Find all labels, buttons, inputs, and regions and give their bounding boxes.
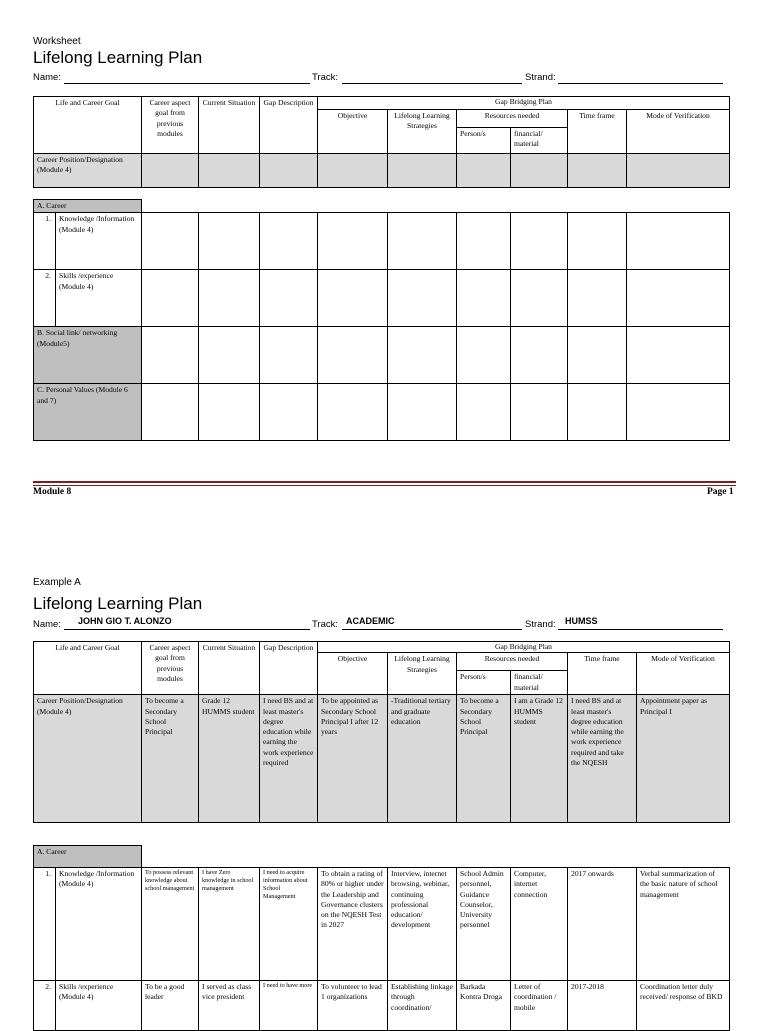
hdr-career-aspect: Career aspect goal from previous modules xyxy=(142,97,199,154)
example-table-body xyxy=(33,845,730,1031)
ex-skills-objective[interactable]: To volunteer to lead 1 organizations xyxy=(318,981,388,1031)
ex-skills-aspect[interactable]: To be a good leader xyxy=(142,981,199,1031)
ex-name-value: JOHN GIO T. ALONZO xyxy=(78,616,172,626)
cell[interactable] xyxy=(388,384,457,441)
ex-strand-label: Strand: xyxy=(525,619,556,630)
ws-name-field[interactable] xyxy=(64,71,310,84)
cell[interactable] xyxy=(511,384,568,441)
footer-module: Module 8 xyxy=(33,487,72,497)
ex-knowledge-financial[interactable]: Computer, internet connection xyxy=(511,868,568,981)
cell[interactable] xyxy=(142,384,199,441)
hdr-gap-plan: Gap Bridging Plan xyxy=(318,97,730,110)
cell[interactable] xyxy=(318,154,388,188)
ex-career-timeframe[interactable]: I need BS and at least master's degree education while earning the work experience required and take the NQESH xyxy=(568,695,637,823)
ex-career-current[interactable]: Grade 12 HUMMS student xyxy=(199,695,260,823)
ex-track-label: Track: xyxy=(312,619,339,630)
ex-skills-current[interactable]: I served as class vice president xyxy=(199,981,260,1031)
row-values: C. Personal Values (Module 6 and 7) xyxy=(34,384,142,441)
ws-strand-label: Strand: xyxy=(525,72,556,83)
cell[interactable] xyxy=(142,213,199,270)
ex-hdr-gap: Gap Description xyxy=(260,642,318,695)
hdr-verification: Mode of Verification xyxy=(627,110,730,154)
ws-name-label: Name: xyxy=(33,72,61,83)
hdr-gap: Gap Description xyxy=(260,97,318,154)
cell[interactable] xyxy=(260,154,318,188)
cell[interactable] xyxy=(318,384,388,441)
ex-skills-gap[interactable]: I need to have more xyxy=(260,981,318,1031)
section-a-career: A. Career xyxy=(34,200,142,213)
ex-row-career-position: Career Position/Designation (Module 4) xyxy=(34,695,142,823)
ex-hdr-objective: Objective xyxy=(318,653,388,695)
blank xyxy=(142,846,730,868)
ex-hdr-strategies: Lifelong Learning Strategies xyxy=(388,653,457,695)
cell[interactable] xyxy=(568,213,627,270)
ex-knowledge-gap[interactable]: I need to acquire information about School Management xyxy=(260,868,318,981)
ex-career-verification[interactable]: Appointment paper as Principal I xyxy=(637,695,730,823)
ex-knowledge-current[interactable]: I have Zero knowledge in school management xyxy=(199,868,260,981)
cell[interactable] xyxy=(199,270,260,327)
cell[interactable] xyxy=(142,154,199,188)
ex-knowledge-persons[interactable]: School Admin personnel, Guidance Counselor, University personnel xyxy=(457,868,511,981)
cell[interactable] xyxy=(457,213,511,270)
cell[interactable] xyxy=(388,213,457,270)
ex-skills-persons[interactable]: Barkada Kontra Droga xyxy=(457,981,511,1031)
ex-hdr-life-goal: Life and Career Goal xyxy=(34,642,142,695)
footer-rule-thin xyxy=(33,485,736,486)
cell[interactable] xyxy=(388,327,457,384)
ex-hdr-timeframe: Time frame xyxy=(568,653,637,695)
ex-career-aspect[interactable]: To become a Secondary School Principal xyxy=(142,695,199,823)
cell[interactable] xyxy=(568,154,627,188)
ex-hdr-resources: Resources needed xyxy=(457,653,568,671)
cell[interactable] xyxy=(199,154,260,188)
worksheet-table-body xyxy=(33,199,730,441)
ex-hdr-current: Current Situation xyxy=(199,642,260,695)
cell[interactable] xyxy=(199,213,260,270)
hdr-life-goal: Life and Career Goal xyxy=(34,97,142,154)
cell[interactable] xyxy=(511,213,568,270)
cell[interactable] xyxy=(627,213,730,270)
row-num: 2. xyxy=(34,270,56,327)
example-label: Example A xyxy=(33,577,81,588)
ex-row-num: 2. xyxy=(34,981,56,1031)
ex-knowledge-objective[interactable]: To obtain a rating of 80% or higher under the Leadership and Governance clusters on the NQESH Test in 2027 xyxy=(318,868,388,981)
footer-rule-thick xyxy=(33,481,736,483)
cell[interactable] xyxy=(511,154,568,188)
ex-knowledge-verification[interactable]: Verbal summarization of the basic nature of school management xyxy=(637,868,730,981)
row-knowledge: Knowledge /Information (Module 4) xyxy=(56,213,142,270)
ex-name-label: Name: xyxy=(33,619,61,630)
cell[interactable] xyxy=(260,327,318,384)
hdr-financial: financial/ material xyxy=(511,128,568,154)
cell[interactable] xyxy=(457,154,511,188)
ex-knowledge-timeframe[interactable]: 2017 onwards xyxy=(568,868,637,981)
ex-section-a-career: A. Career xyxy=(34,846,142,868)
hdr-strategies: Lifelong Learning Strategies xyxy=(388,110,457,154)
cell[interactable] xyxy=(568,270,627,327)
ex-row-skills: Skills /experience (Module 4) xyxy=(56,981,142,1031)
cell[interactable] xyxy=(511,327,568,384)
example-table-top xyxy=(33,641,730,823)
ex-skills-timeframe[interactable]: 2017-2018 xyxy=(568,981,637,1031)
ex-hdr-financial: financial/ material xyxy=(511,671,568,695)
cell[interactable] xyxy=(260,384,318,441)
hdr-current: Current Situation xyxy=(199,97,260,154)
cell[interactable] xyxy=(318,213,388,270)
ex-track-value: ACADEMIC xyxy=(346,616,395,626)
ex-career-objective[interactable]: To be appointed as Secondary School Principal I after 12 years xyxy=(318,695,388,823)
cell[interactable] xyxy=(568,384,627,441)
worksheet-label: Worksheet xyxy=(33,36,81,47)
ex-career-persons[interactable]: To become a Secondary School Principal xyxy=(457,695,511,823)
ex-strand-value: HUMSS xyxy=(565,616,598,626)
cell[interactable] xyxy=(627,327,730,384)
footer-page: Page 1 xyxy=(707,487,734,497)
cell[interactable] xyxy=(388,270,457,327)
ex-hdr-gap-plan: Gap Bridging Plan xyxy=(318,642,730,653)
ex-knowledge-aspect[interactable]: To possess relevant knowledge about school management xyxy=(142,868,199,981)
ex-skills-strategies[interactable]: Establishing linkage through coordination/ xyxy=(388,981,457,1031)
cell[interactable] xyxy=(627,270,730,327)
ex-career-gap[interactable]: I need BS and at least master's degree education while earning the work experience required xyxy=(260,695,318,823)
row-skills: Skills /experience (Module 4) xyxy=(56,270,142,327)
cell[interactable] xyxy=(199,327,260,384)
row-num: 1. xyxy=(34,213,56,270)
hdr-objective: Objective xyxy=(318,110,388,154)
hdr-resources: Resources needed xyxy=(457,110,568,128)
ex-hdr-persons: Person/s xyxy=(457,671,511,695)
ex-row-num: 1. xyxy=(34,868,56,981)
ws-track-field[interactable] xyxy=(342,71,522,84)
cell[interactable] xyxy=(260,270,318,327)
cell[interactable] xyxy=(568,327,627,384)
hdr-timeframe: Time frame xyxy=(568,110,627,154)
cell[interactable] xyxy=(511,270,568,327)
cell[interactable] xyxy=(457,270,511,327)
ex-skills-financial[interactable]: Letter of coordination / mobile xyxy=(511,981,568,1031)
cell[interactable] xyxy=(142,270,199,327)
row-social: B. Social link/ networking (Module5) xyxy=(34,327,142,384)
worksheet-title: Lifelong Learning Plan xyxy=(33,48,203,67)
hdr-persons: Person/s xyxy=(457,128,511,154)
cell[interactable] xyxy=(457,384,511,441)
row-career-position: Career Position/Designation (Module 4) xyxy=(34,154,142,188)
cell[interactable] xyxy=(627,154,730,188)
cell[interactable] xyxy=(388,154,457,188)
ex-hdr-verification: Mode of Verification xyxy=(637,653,730,695)
blank xyxy=(142,200,730,213)
cell[interactable] xyxy=(627,384,730,441)
ws-strand-field[interactable] xyxy=(558,71,723,84)
cell[interactable] xyxy=(318,270,388,327)
ex-row-knowledge: Knowledge /Information (Module 4) xyxy=(56,868,142,981)
example-title: Lifelong Learning Plan xyxy=(33,594,203,613)
ex-career-strategies[interactable]: -Traditional tertiary and graduate education xyxy=(388,695,457,823)
cell[interactable] xyxy=(260,213,318,270)
worksheet-table-top xyxy=(33,96,730,188)
cell[interactable] xyxy=(457,327,511,384)
ex-knowledge-strategies[interactable]: Interview, internet browsing, webinar, continuing professional education/ development xyxy=(388,868,457,981)
ws-track-label: Track: xyxy=(312,72,339,83)
ex-skills-verification[interactable]: Coordination letter duly received/ response of BKD xyxy=(637,981,730,1031)
cell[interactable] xyxy=(199,384,260,441)
ex-hdr-career-aspect: Career aspect goal from previous modules xyxy=(142,642,199,695)
cell[interactable] xyxy=(142,327,199,384)
ex-career-financial[interactable]: I am a Grade 12 HUMMS student xyxy=(511,695,568,823)
cell[interactable] xyxy=(318,327,388,384)
